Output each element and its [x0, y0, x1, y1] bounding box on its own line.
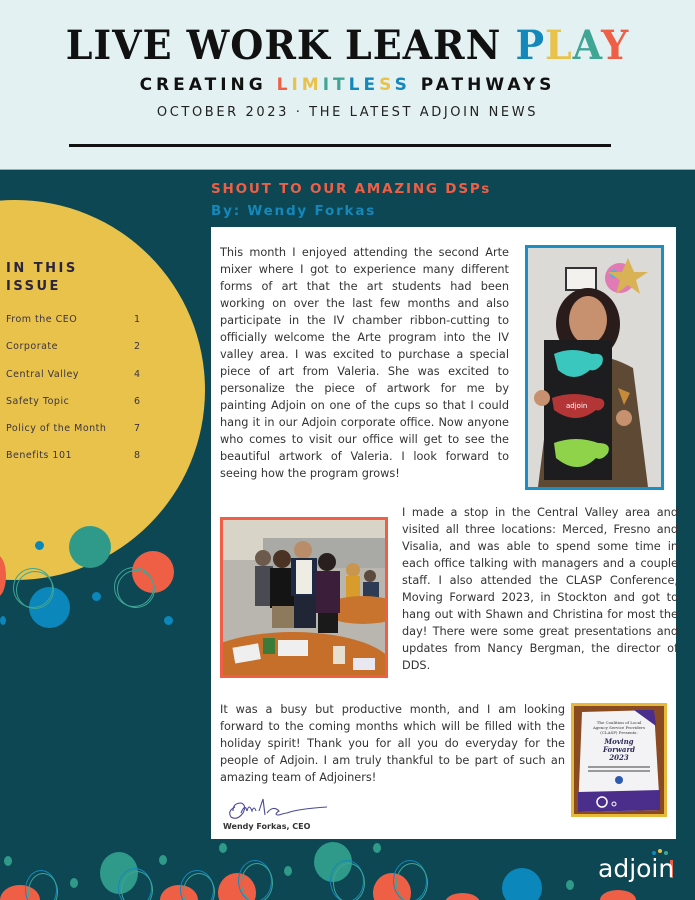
decorative-dot: [70, 878, 78, 888]
article-paragraph-3: It was a busy but productive month, and I am looking forward to the coming months which will be filled with the holiday spirit! Thank you for all you do everyday for the people of Adjoin. I am truly thankful to be part of such an amazing team of Adjoiners!: [220, 703, 565, 784]
photo-illustration: [574, 706, 664, 814]
decorative-dot: [566, 880, 574, 890]
decorative-dot: [445, 893, 480, 900]
in-this-issue: [6, 260, 146, 478]
masthead: [0, 0, 695, 170]
toc-item-central-valley[interactable]: [6, 369, 146, 396]
toc-item-label: Benefits 101: [6, 450, 73, 462]
photo-woman-with-painting: [525, 245, 664, 490]
toc-item-label: From the CEO: [6, 314, 78, 325]
toc-item-page: 7: [134, 423, 141, 435]
article-byline: By: Wendy Forkas: [211, 203, 377, 219]
decorative-ring: [25, 870, 57, 900]
signature-name: Wendy Forkas, CEO: [223, 822, 311, 831]
decorative-dot: [600, 890, 636, 900]
program-text: Forward: [602, 745, 636, 754]
header-divider: [69, 144, 611, 147]
toc-list: [6, 314, 146, 478]
decorative-ring: [393, 860, 427, 900]
article-card: [211, 227, 676, 839]
decorative-dot: [4, 856, 12, 866]
tagline-letter: T: [333, 75, 349, 95]
title-letter-p: P: [515, 22, 545, 69]
adjoin-logo: [598, 848, 688, 888]
issue-dateline: OCTOBER 2023 · THE LATEST ADJOIN NEWS: [156, 105, 539, 120]
tagline-letter: S: [394, 75, 411, 95]
decorative-dot: [92, 592, 101, 601]
decorative-ring: [13, 568, 53, 608]
decorative-ring: [330, 860, 364, 900]
program-text: (CLASP) Presents:: [600, 730, 638, 735]
title-letter-l: L: [544, 22, 573, 69]
tagline-post: PATHWAYS: [410, 75, 556, 95]
photo-conference-group: [220, 517, 388, 678]
article-paragraph-1: This month I enjoyed attending the second Arte mixer where I got to experience many different forms of art that the art students had been working on over the last few months and also participate in the IV chamber ribbon-cutting to officially welcome the Arte program into the IV valley area. I was excited to purchase a special piece of art from Valeria. She was excited to personalize the piece of artwork for me by painting Adjoin on one of the cups so that I could hang it in our Adjoin corporate office. Now anyone who comes to visit our office will get to see the beautiful artwork of Valeria. I look forward to seeing how the program grows!: [220, 246, 509, 480]
tagline-letter: I: [322, 75, 334, 95]
photo-illustration: [528, 248, 661, 487]
decorative-dot: [69, 526, 111, 568]
program-text: The Coalition of Local: [596, 720, 642, 725]
toc-title-line: IN THIS: [6, 261, 78, 276]
toc-item-page: 6: [134, 395, 141, 407]
decorative-dot: [0, 616, 6, 625]
decorative-dot: [219, 843, 227, 853]
decorative-dot: [502, 868, 542, 900]
toc-item-page: 4: [134, 368, 141, 380]
decorative-dot: [164, 616, 173, 625]
article-paragraph-2: I made a stop in the Central Valley area and visited all three locations: Merced, Fresno and Visalia, and was able to spend some time in each office talking with managers and a couple staff. I also attended the CLASP Conference, Moving Forward 2023, in Stockton and got to hang out with Shawn and Christina for most the day! There were some great presentations and updates from Nancy Bergman, the director of DDS.: [402, 506, 678, 672]
decorative-dot: [284, 866, 292, 876]
logo-wordmark: adjoin: [598, 854, 675, 883]
newsletter-title: [17, 22, 677, 69]
tagline-letter: S: [379, 75, 395, 95]
program-text: Agency Service Providers: [592, 725, 646, 730]
toc-title-line: ISSUE: [6, 279, 61, 294]
tagline-letter: L: [276, 75, 292, 95]
ceo-signature: [221, 787, 331, 823]
toc-item-label: Corporate: [6, 341, 58, 353]
toc-item-label: Policy of the Month: [6, 423, 107, 435]
decorative-ring: [180, 870, 214, 900]
article-title: SHOUT TO OUR AMAZING DSPs: [211, 181, 492, 197]
toc-item-page: 8: [134, 450, 141, 462]
toc-item-from-the-ceo[interactable]: [6, 314, 146, 341]
decorative-dot: [35, 541, 44, 550]
toc-title: [6, 260, 146, 296]
tagline-letter: M: [301, 75, 323, 95]
decorative-dot: [373, 843, 381, 853]
program-text: 2023: [609, 753, 629, 762]
toc-item-label: Central Valley: [6, 368, 79, 380]
toc-item-policy-of-the-month[interactable]: [6, 423, 146, 450]
decorative-ring: [114, 567, 154, 607]
newsletter-tagline: [0, 75, 695, 95]
toc-item-benefits-101[interactable]: [6, 450, 146, 477]
toc-item-page: 1: [134, 314, 141, 325]
toc-item-page: 2: [134, 341, 141, 353]
photo-illustration: [223, 520, 385, 675]
decorative-ring: [238, 860, 272, 900]
toc-item-safety-topic[interactable]: [6, 396, 146, 423]
decorative-ring: [118, 868, 152, 900]
program-text: Moving: [604, 737, 634, 746]
decorative-dot: [159, 855, 167, 865]
painting-label: adjoin: [566, 402, 588, 410]
tagline-letter: E: [363, 75, 380, 95]
toc-item-label: Safety Topic: [6, 395, 70, 407]
tagline-letter: L: [348, 75, 364, 95]
tagline-letter: I: [291, 75, 302, 95]
photo-conference-program: [571, 703, 667, 817]
title-letter-y: Y: [601, 22, 630, 69]
title-letter-a: A: [572, 22, 602, 69]
toc-item-corporate[interactable]: [6, 341, 146, 368]
tagline-pre: CREATING: [139, 75, 277, 95]
title-main: LIVE WORK LEARN: [65, 22, 516, 69]
